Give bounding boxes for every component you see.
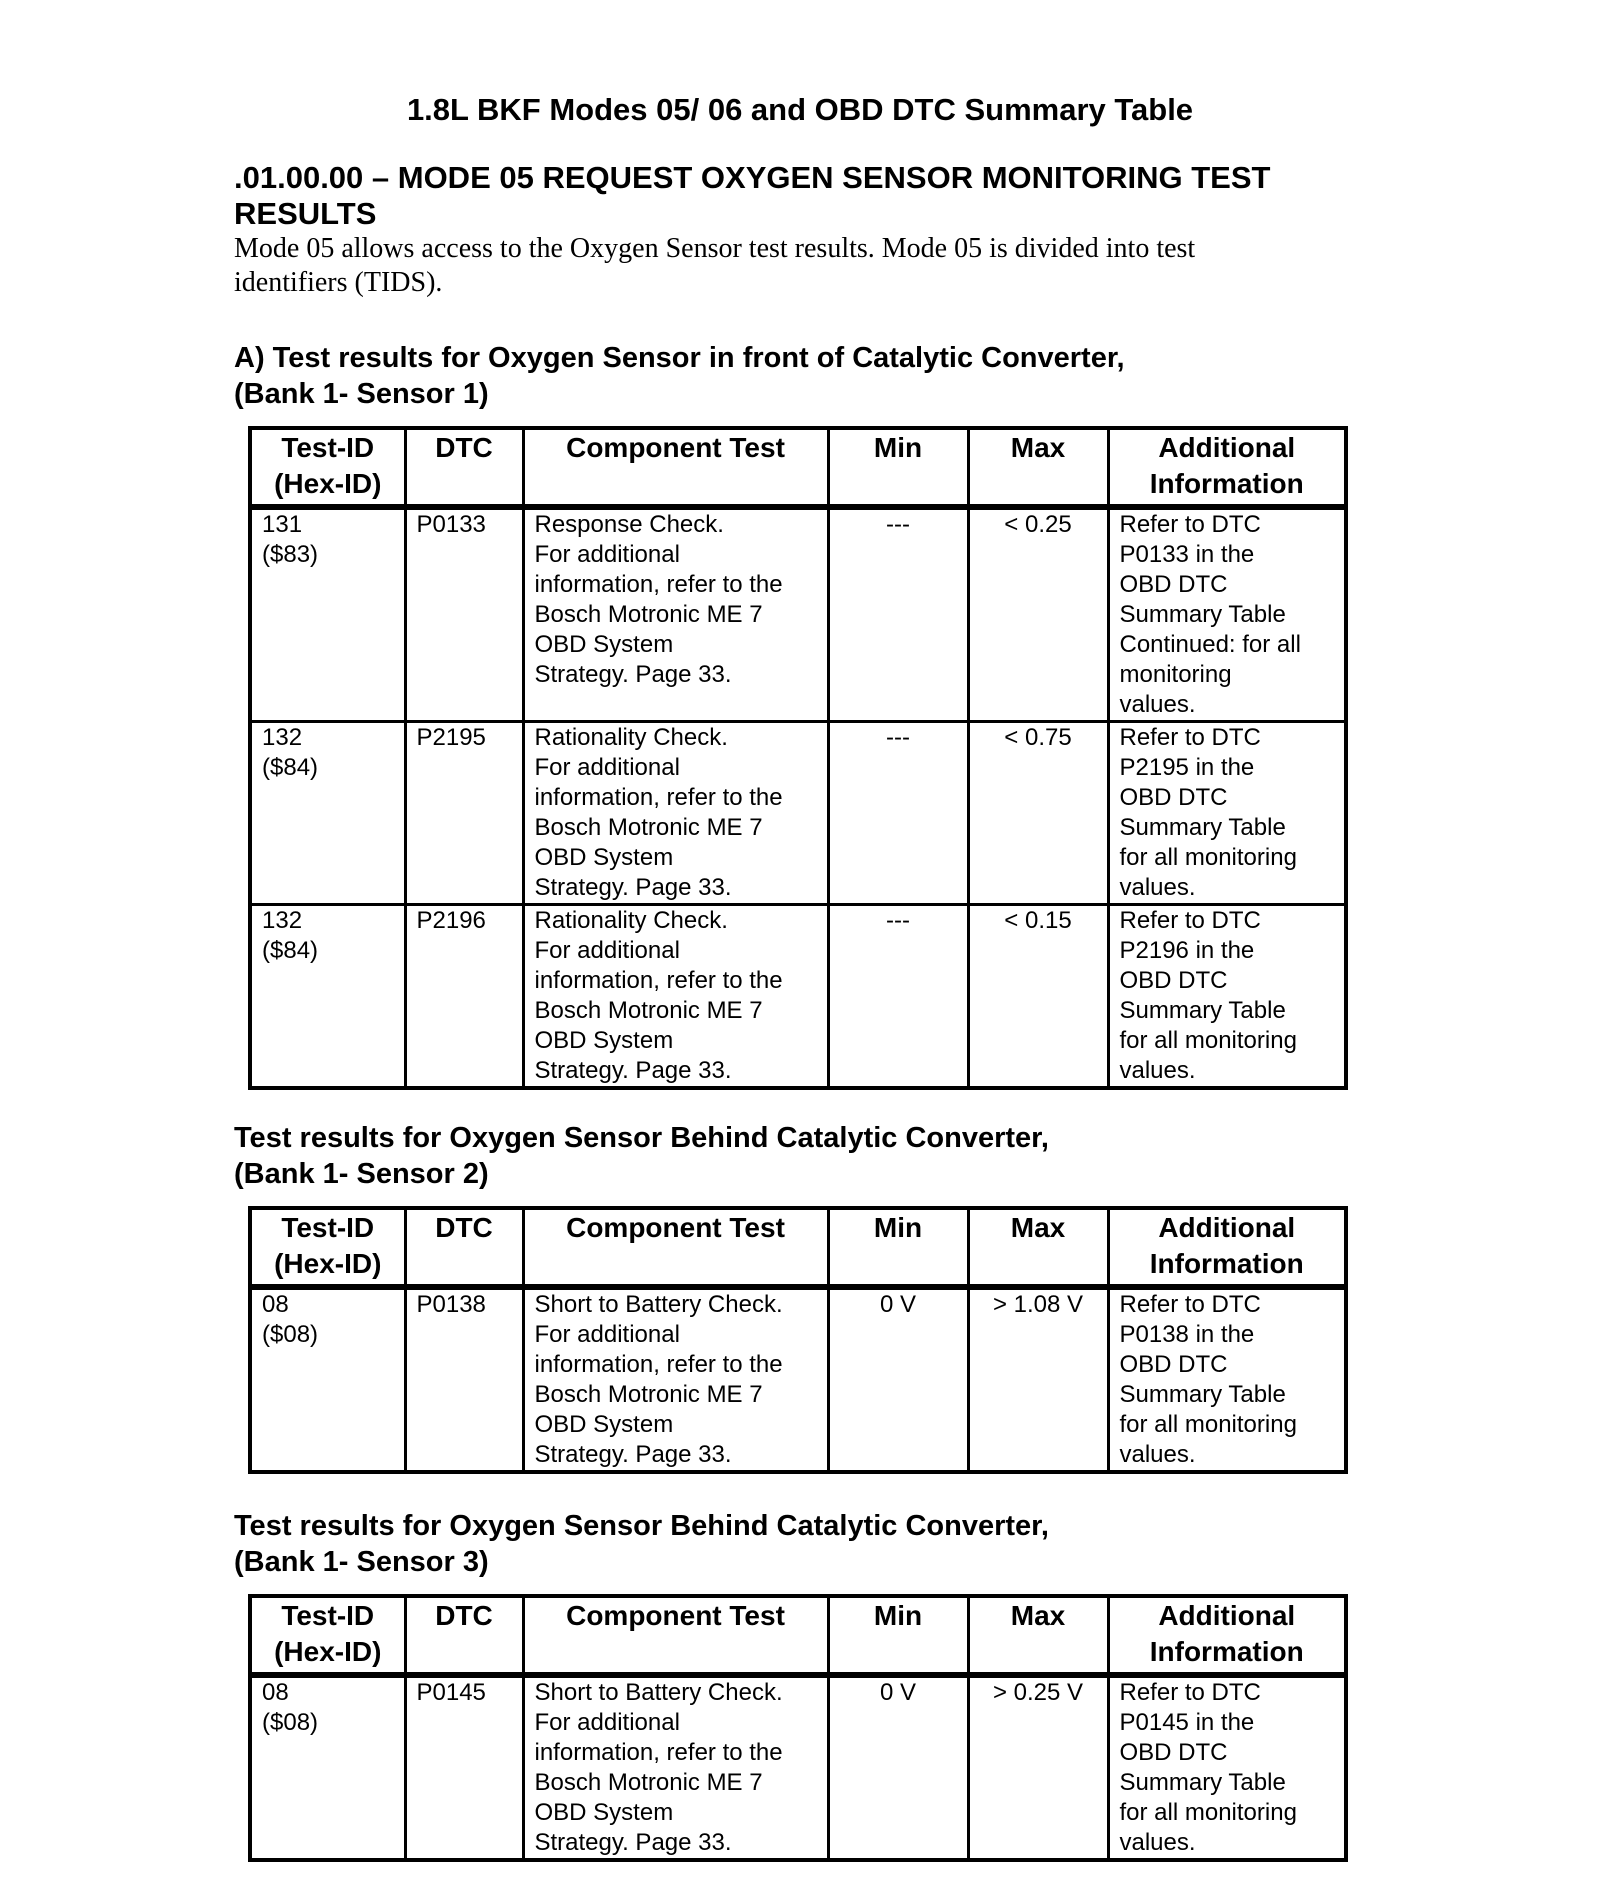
header-test-id: Test-ID (Hex-ID) bbox=[250, 1208, 405, 1287]
section-sensor3-heading-line: Test results for Oxygen Sensor Behind Catalytic Converter, bbox=[234, 1510, 1049, 1542]
header-test-id: Test-ID (Hex-ID) bbox=[250, 1596, 405, 1675]
cell-additional-information: Refer to DTC P0133 in the OBD DTC Summary Table Continued: for all monitoring values. bbox=[1108, 507, 1346, 722]
cell-max: < 0.15 bbox=[968, 905, 1108, 1089]
header-min: Min bbox=[828, 1208, 968, 1287]
cell-additional-information: Refer to DTC P2195 in the OBD DTC Summary Table for all monitoring values. bbox=[1108, 722, 1346, 905]
section-heading-line: .01.00.00 – MODE 05 REQUEST OXYGEN SENSOR MONITORING TEST bbox=[234, 160, 1271, 195]
section-sensor2-heading-line: (Bank 1- Sensor 2) bbox=[234, 1158, 489, 1190]
cell-min: --- bbox=[828, 722, 968, 905]
cell-min: --- bbox=[828, 507, 968, 722]
cell-additional-information: Refer to DTC P0138 in the OBD DTC Summary Table for all monitoring values. bbox=[1108, 1287, 1346, 1472]
intro-line: Mode 05 allows access to the Oxygen Sensor test results. Mode 05 is divided into test bbox=[234, 233, 1196, 264]
section-sensor2-heading-line: Test results for Oxygen Sensor Behind Catalytic Converter, bbox=[234, 1122, 1049, 1154]
table-header-row bbox=[250, 1596, 1346, 1675]
cell-component-test: Short to Battery Check. For additional information, refer to the Bosch Motronic ME 7 OBD System Strategy. Page 33. bbox=[523, 1675, 828, 1860]
section-a-heading-line: (Bank 1- Sensor 1) bbox=[234, 378, 489, 410]
header-max: Max bbox=[968, 428, 1108, 507]
cell-min: 0 V bbox=[828, 1287, 968, 1472]
sensor1-table bbox=[248, 426, 1348, 1090]
table-row bbox=[250, 1675, 1346, 1860]
cell-component-test: Rationality Check. For additional information, refer to the Bosch Motronic ME 7 OBD System Strategy. Page 33. bbox=[523, 722, 828, 905]
header-max: Max bbox=[968, 1208, 1108, 1287]
header-test-id: Test-ID (Hex-ID) bbox=[250, 428, 405, 507]
document-title: 1.8L BKF Modes 05/ 06 and OBD DTC Summary Table bbox=[406, 92, 1194, 127]
sensor3-table bbox=[248, 1594, 1348, 1862]
header-min: Min bbox=[828, 428, 968, 507]
table-row bbox=[250, 1287, 1346, 1472]
cell-dtc: P2196 bbox=[405, 905, 523, 1089]
section-a-heading-line: A) Test results for Oxygen Sensor in front of Catalytic Converter, bbox=[234, 342, 1125, 374]
header-dtc: DTC bbox=[405, 1596, 523, 1675]
header-component-test: Component Test bbox=[523, 1596, 828, 1675]
table-header-row bbox=[250, 428, 1346, 507]
section-a-heading bbox=[234, 340, 1374, 412]
cell-dtc: P0138 bbox=[405, 1287, 523, 1472]
table-row bbox=[250, 507, 1346, 722]
cell-test-id: 08 ($08) bbox=[250, 1675, 405, 1860]
header-dtc: DTC bbox=[405, 1208, 523, 1287]
section-sensor3-heading bbox=[234, 1508, 1374, 1580]
cell-max: < 0.25 bbox=[968, 507, 1108, 722]
header-additional-information: Additional Information bbox=[1108, 428, 1346, 507]
section-sensor3-heading-line: (Bank 1- Sensor 3) bbox=[234, 1546, 489, 1578]
sensor2-table bbox=[248, 1206, 1348, 1474]
cell-max: < 0.75 bbox=[968, 722, 1108, 905]
cell-test-id: 131 ($83) bbox=[250, 507, 405, 722]
header-component-test: Component Test bbox=[523, 428, 828, 507]
header-component-test: Component Test bbox=[523, 1208, 828, 1287]
header-max: Max bbox=[968, 1596, 1108, 1675]
cell-test-id: 132 ($84) bbox=[250, 905, 405, 1089]
table-header-row bbox=[250, 1208, 1346, 1287]
cell-test-id: 132 ($84) bbox=[250, 722, 405, 905]
cell-max: > 1.08 V bbox=[968, 1287, 1108, 1472]
cell-min: --- bbox=[828, 905, 968, 1089]
cell-min: 0 V bbox=[828, 1675, 968, 1860]
table-row bbox=[250, 905, 1346, 1089]
cell-additional-information: Refer to DTC P0145 in the OBD DTC Summary Table for all monitoring values. bbox=[1108, 1675, 1346, 1860]
section-heading bbox=[234, 160, 1374, 232]
header-additional-information: Additional Information bbox=[1108, 1208, 1346, 1287]
intro-paragraph bbox=[234, 232, 1374, 300]
cell-max: > 0.25 V bbox=[968, 1675, 1108, 1860]
header-additional-information: Additional Information bbox=[1108, 1596, 1346, 1675]
cell-dtc: P0133 bbox=[405, 507, 523, 722]
table-row bbox=[250, 722, 1346, 905]
cell-component-test: Rationality Check. For additional information, refer to the Bosch Motronic ME 7 OBD System Strategy. Page 33. bbox=[523, 905, 828, 1089]
section-heading-line: RESULTS bbox=[234, 196, 377, 231]
intro-line: identifiers (TIDS). bbox=[234, 267, 443, 298]
cell-additional-information: Refer to DTC P2196 in the OBD DTC Summary Table for all monitoring values. bbox=[1108, 905, 1346, 1089]
cell-test-id: 08 ($08) bbox=[250, 1287, 405, 1472]
cell-component-test: Short to Battery Check. For additional information, refer to the Bosch Motronic ME 7 OBD System Strategy. Page 33. bbox=[523, 1287, 828, 1472]
section-sensor2-heading bbox=[234, 1120, 1374, 1192]
cell-component-test: Response Check. For additional information, refer to the Bosch Motronic ME 7 OBD System Strategy. Page 33. bbox=[523, 507, 828, 722]
header-min: Min bbox=[828, 1596, 968, 1675]
cell-dtc: P0145 bbox=[405, 1675, 523, 1860]
cell-dtc: P2195 bbox=[405, 722, 523, 905]
header-dtc: DTC bbox=[405, 428, 523, 507]
